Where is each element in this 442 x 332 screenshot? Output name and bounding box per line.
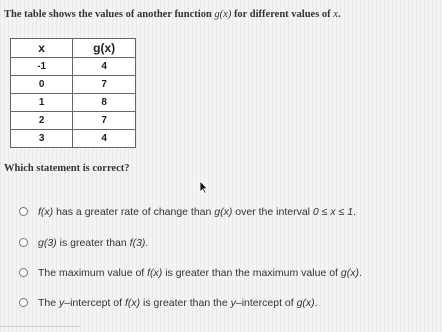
answer-option-4[interactable]: [19, 297, 318, 309]
mouse-cursor-icon: [199, 180, 208, 194]
option-2-part: f(3): [129, 237, 146, 249]
answer-option-2[interactable]: [19, 237, 148, 249]
option-4-part: –intercept of: [235, 297, 297, 309]
option-4-part: The: [38, 297, 60, 309]
table-header-row: [11, 39, 136, 58]
option-4-part: is greater than the: [140, 297, 231, 309]
option-3-part: is greater than the maximum value of: [162, 267, 341, 279]
table-cell-gx: 7: [73, 76, 136, 94]
option-4-part: g(x): [296, 297, 315, 309]
prompt-text: [4, 9, 440, 20]
option-1-part: .: [353, 206, 356, 218]
option-1-part: over the interval: [232, 206, 313, 218]
table-cell-x: 0: [11, 76, 73, 94]
prompt-end: .: [337, 9, 341, 20]
table-row: [11, 112, 136, 130]
prompt-middle: for different values of: [233, 9, 331, 20]
option-4-part: –intercept of: [64, 297, 125, 309]
option-2-part: g(3): [38, 237, 57, 249]
option-1-part: 0 ≤ x ≤ 1: [312, 206, 354, 218]
option-2-part: .: [145, 237, 149, 249]
radio-button-1[interactable]: [19, 207, 28, 216]
table-cell-gx: 8: [73, 94, 136, 112]
option-4-part: y: [230, 297, 236, 309]
option-4-part: y: [59, 297, 65, 309]
table-header-x: x: [11, 39, 73, 58]
option-3-part: f(x): [147, 267, 163, 279]
table-header-gx: g(x): [73, 39, 136, 58]
answer-option-1[interactable]: [19, 206, 356, 218]
option-4-part: f(x): [124, 297, 141, 309]
divider: [0, 326, 80, 327]
option-3-part: g(x): [340, 267, 359, 279]
option-1-part: has a greater rate of change than: [53, 206, 215, 218]
table-cell-x: 3: [11, 130, 73, 148]
option-1-part: f(x): [38, 206, 54, 218]
radio-button-3[interactable]: [19, 268, 28, 277]
radio-button-4[interactable]: [19, 298, 28, 307]
table-row: [11, 94, 136, 112]
table-cell-x: 1: [11, 94, 73, 112]
table-cell-x: 2: [11, 112, 73, 130]
option-3-part: The maximum value of: [38, 267, 148, 279]
table-cell-gx: 4: [73, 130, 136, 148]
prompt-function: g(x): [214, 9, 232, 20]
values-table: [10, 38, 136, 148]
table-row: [11, 130, 136, 148]
radio-button-2[interactable]: [19, 238, 28, 247]
option-1-part: g(x): [214, 206, 233, 218]
option-3-part: .: [358, 267, 362, 279]
table-row: [11, 58, 136, 76]
prompt-before: The table shows the values of another function: [4, 9, 212, 20]
question-text: Which statement is correct?: [4, 163, 130, 174]
prompt-variable: x: [333, 9, 338, 20]
table-row: [11, 76, 136, 94]
option-4-part: .: [314, 297, 318, 309]
table-cell-gx: 4: [73, 58, 136, 76]
table-cell-gx: 7: [73, 112, 136, 130]
answer-option-3[interactable]: [19, 267, 362, 279]
option-2-part: is greater than: [56, 237, 130, 249]
table-cell-x: -1: [11, 58, 73, 76]
